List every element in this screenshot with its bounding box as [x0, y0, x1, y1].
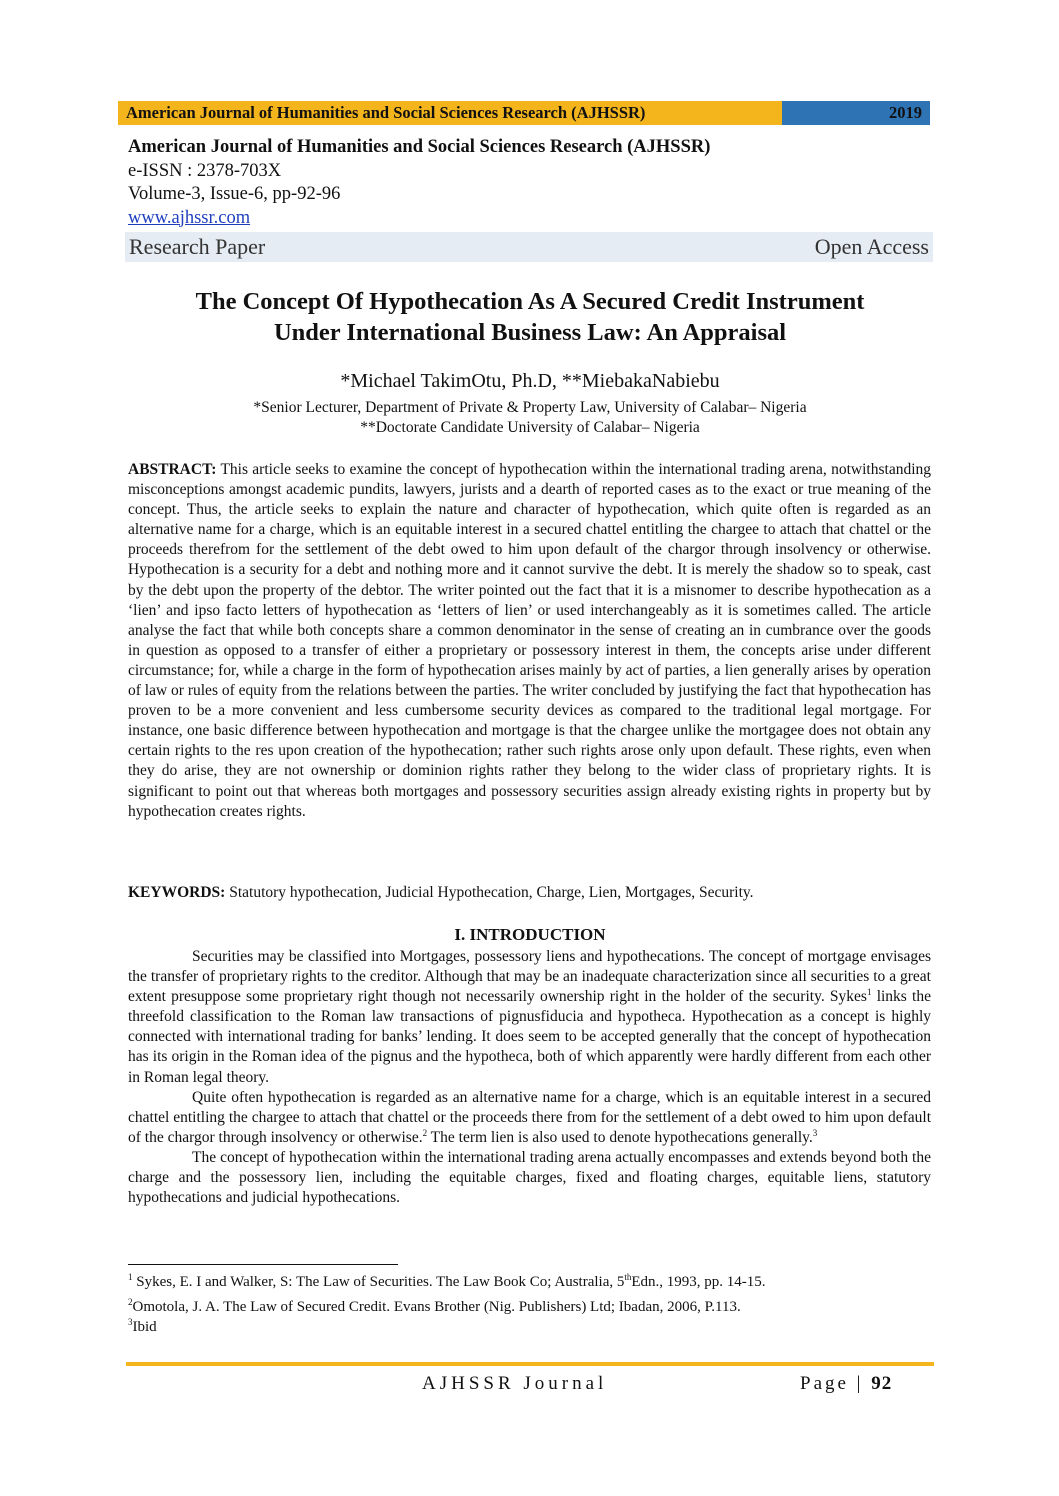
- footer-journal: AJHSSR Journal: [422, 1373, 608, 1394]
- running-header: [118, 101, 930, 125]
- authors: *Michael TakimOtu, Ph.D, **MiebakaNabiebu: [340, 370, 720, 392]
- introduction-body: [128, 947, 931, 1208]
- keywords-label: KEYWORDS:: [128, 884, 226, 901]
- footer-page: Page | 92: [800, 1373, 893, 1394]
- affiliation-1: *Senior Lecturer, Department of Private & Property Law, University of Calabar– Nigeria: [253, 399, 807, 416]
- footnote-2: $^2$Omotola, J. A. The Law of Secured Credit. Evans Brother (Nig. Publishers) Ltd; Ibadan, 2006, P.113.: [128, 1296, 741, 1315]
- journal-name: American Journal of Humanities and Social Sciences Research (AJHSSR): [128, 137, 711, 157]
- eissn: e-ISSN : 2378-703X: [128, 160, 282, 181]
- footnote-divider: [128, 1264, 398, 1265]
- footer-divider: [126, 1362, 934, 1366]
- article-title-line2: Under International Business Law: An Appraisal: [273, 319, 787, 346]
- intro-paragraph-3: The concept of hypothecation within the international trading arena actually encompasses and extends beyond both the charge and the possessory lien, including the equitable charges, fixed and floating charges, equitable liens, statutory hypothecations and judicial hypothecations.: [128, 1148, 931, 1207]
- footnotes: [128, 1272, 888, 1342]
- affiliation-2: **Doctorate Candidate University of Calabar– Nigeria: [360, 419, 700, 436]
- footnote-ref-1[interactable]: 1: [866, 987, 872, 998]
- article-title: [120, 286, 940, 348]
- footnote-3: $^3$Ibid: [128, 1317, 157, 1335]
- paper-type-bar: [125, 232, 933, 262]
- footnote-ref-2[interactable]: 2: [422, 1127, 428, 1138]
- intro-paragraph-1: Securities may be classified into Mortgages, possessory liens and hypothecations. The concept of mortgage envisages the transfer of proprietary rights to the creditor. Although that may be an inadequate characterization since all securities to a great extent presuppose some proprietary right though not necessarily ownership right in the holder of the security. Sykes$^1$ links the threefold classification to the Roman law transactions of pignusfiducia and hypotheca. Hypothecation as a concept is highly connected with international trading for banks’ lending. It does seem to be accepted generally that the concept of hypothecation has its origin in the Roman idea of the pignus and the hypotheca, both of which apparently were hardly different from each other in Roman legal theory.: [128, 948, 931, 1086]
- footnote-1: $^1$ Sykes, E. I and Walker, S: The Law of Securities. The Law Book Co; Australia, 5thEdn., 1993, pp. 14-15.: [128, 1272, 766, 1290]
- abstract-label: ABSTRACT:: [128, 461, 217, 478]
- page-number: 92: [871, 1373, 893, 1394]
- article-title-line1: The Concept Of Hypothecation As A Secured Credit Instrument: [195, 288, 865, 315]
- intro-paragraph-2: Quite often hypothecation is regarded as an alternative name for a charge, which is an equitable interest in a secured chattel entitling the chargee to attach that chattel or the proceeds there from for the settlement of a debt owed to him upon default of the chargor through insolvency or otherwise.$^2$ The term lien is also used to denote hypothecations generally.$^3$: [128, 1088, 931, 1146]
- running-header-journal: American Journal of Humanities and Social Sciences Research (AJHSSR): [118, 101, 782, 125]
- section-heading-introduction: I. INTRODUCTION: [454, 925, 606, 944]
- keywords: [128, 883, 931, 903]
- abstract-text: This article seeks to examine the concept of hypothecation within the international trading arena, notwithstanding misconceptions amongst academic pundits, lawyers, jurists and a dearth of reported cases as to the exact or true meaning of the concept. Thus, the article seeks to explain the nature and character of hypothecation, which quite often is regarded as an alternative name for a charge, which is an equitable interest in a secured chattel entitling the chargee to attach that chattel or the proceeds therefrom for the settlement of the debt owed to him upon default of the chargor through insolvency or otherwise. Hypothecation is a security for a debt and nothing more and it cannot survive the debt. It is merely the shadow so to speak, cast by the debt upon the property of the debtor. The writer pointed out the fact that it is a misnomer to describe hypothecation as a ‘lien’ and ipso facto letters of hypothecation as ‘letters of lien’ or used interchangeably as it is sometimes called. The article analyse the fact that while both concepts share a common denominator in the sense of creating an in cumbrance over the goods in question as opposed to a transfer of either a proprietary or possessory interest in them, the concepts arise under different circumstance; for, while a charge in the form of hypothecation arises mainly by act of parties, a lien generally arises by operation of law or rules of equity from the relations between the parties. The writer concluded by justifying the fact that hypothecation has proven to be a more convenient and less cumbersome security devices as compared to the traditional legal mortgage. For instance, one basic difference between hypothecation and mortgage is that the chargee unlike the mortgagee does not obtain any certain rights to the res upon creation of the hypothecation; rather such rights arose only upon default. These rights, even when they do arise, they are not ownership or dominion rights rather they belong to the wider class of proprietary rights. It is significant to point out that whereas both mortgages and possessory securities assign already existing rights in property but by hypothecation creates rights.: [128, 461, 931, 820]
- journal-info: [128, 136, 710, 230]
- journal-website-link[interactable]: www.ajhssr.com: [128, 207, 251, 228]
- keywords-text: Statutory hypothecation, Judicial Hypothecation, Charge, Lien, Mortgages, Security.: [225, 884, 754, 901]
- paper-type: Research Paper: [129, 234, 266, 259]
- access-type: Open Access: [814, 234, 929, 259]
- volume-issue: Volume-3, Issue-6, pp-92-96: [128, 184, 341, 204]
- running-header-year: 2019: [782, 101, 930, 125]
- abstract: [128, 460, 931, 822]
- footnote-ref-3[interactable]: 3: [812, 1127, 818, 1138]
